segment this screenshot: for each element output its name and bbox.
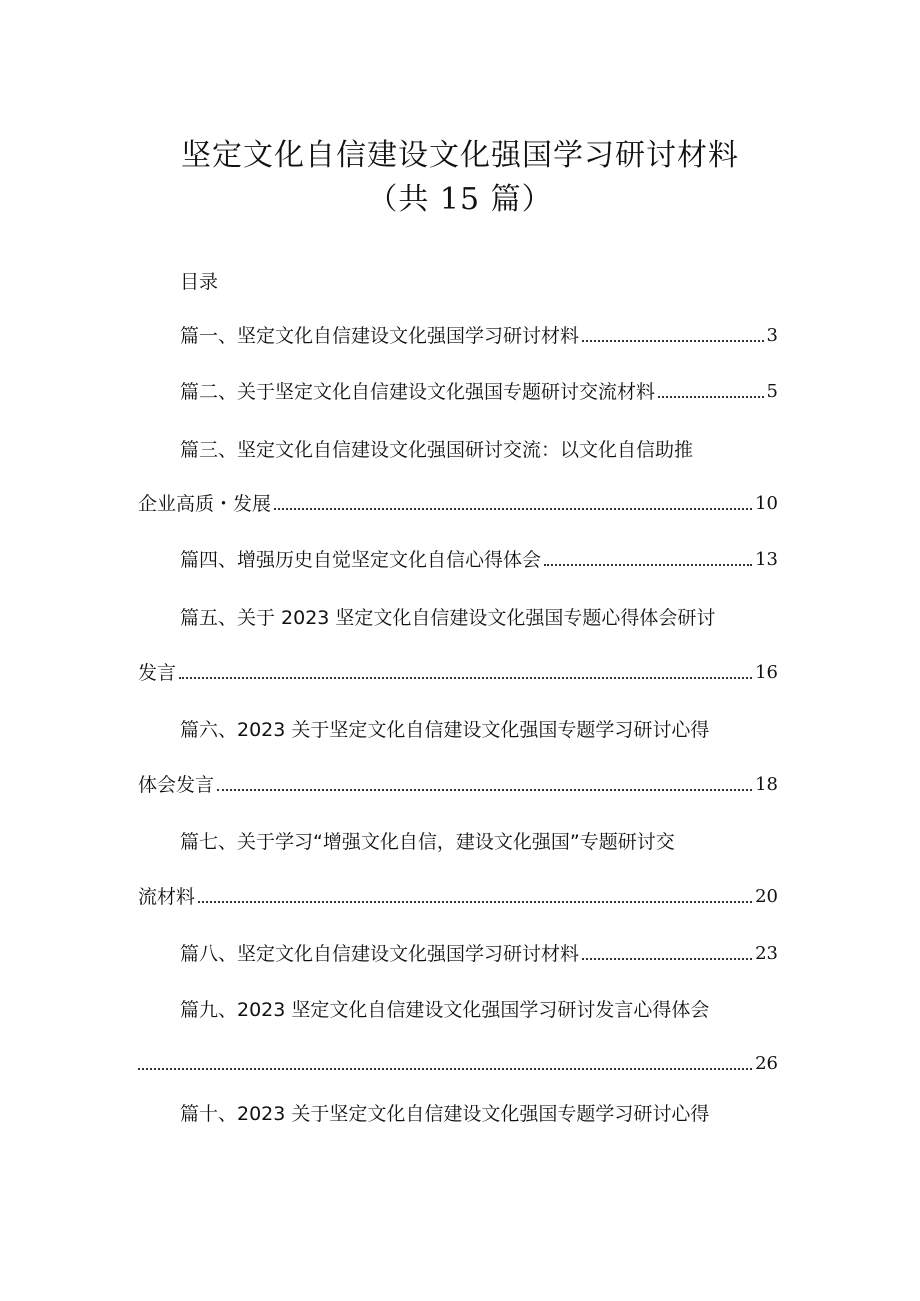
toc-leader-dots [198, 901, 752, 903]
document-title: 坚定文化自信建设文化强国学习研讨材料 [181, 138, 739, 173]
toc-entry-9[interactable] [138, 1050, 778, 1076]
toc-entry-7-line1[interactable]: 篇七、关于学习“增强文化自信，建设文化强国”专题研讨交 [180, 831, 675, 853]
toc-page-number: 20 [755, 886, 778, 907]
toc-entry-2[interactable] [180, 378, 778, 404]
toc-heading: 目录 [180, 271, 219, 293]
toc-entry-10-line1[interactable]: 篇十、2023 关于坚定文化自信建设文化强国专题学习研讨心得 [180, 1103, 710, 1125]
toc-page-number: 5 [766, 381, 778, 402]
toc-entry-5[interactable] [138, 659, 778, 685]
toc-leader-dots [274, 508, 752, 510]
toc-page-number: 26 [755, 1053, 778, 1074]
toc-entry-title-cont: 企业高质・发展 [138, 493, 272, 515]
toc-entry-4[interactable] [180, 546, 778, 572]
toc-leader-dots [582, 340, 764, 342]
toc-entry-title: 篇二、关于坚定文化自信建设文化强国专题研讨交流材料 [180, 381, 656, 403]
toc-page-number: 18 [755, 774, 778, 795]
toc-entry-6-line1[interactable]: 篇六、2023 关于坚定文化自信建设文化强国专题学习研讨心得 [180, 719, 710, 741]
toc-entry-9-line1[interactable]: 篇九、2023 坚定文化自信建设文化强国学习研讨发言心得体会 [180, 999, 710, 1021]
toc-entry-3-line1[interactable]: 篇三、坚定文化自信建设文化强国研讨交流：以文化自信助推 [180, 439, 694, 461]
toc-entry-title-cont: 发言 [138, 662, 177, 684]
toc-leader-dots [582, 958, 752, 960]
toc-page-number: 10 [755, 493, 778, 514]
toc-leader-dots [658, 396, 764, 398]
toc-entry-7[interactable] [138, 883, 778, 909]
toc-leader-dots [138, 1068, 752, 1070]
toc-page-number: 16 [755, 662, 778, 683]
toc-page-number: 23 [755, 943, 778, 964]
toc-entry-title: 篇八、坚定文化自信建设文化强国学习研讨材料 [180, 943, 580, 965]
toc-leader-dots [179, 677, 752, 679]
toc-entry-title: 篇四、增强历史自觉坚定文化自信心得体会 [180, 549, 542, 571]
toc-entry-6[interactable] [138, 771, 778, 797]
toc-entry-3[interactable] [138, 490, 778, 516]
toc-entry-title-cont: 流材料 [138, 886, 196, 908]
toc-page-number: 3 [766, 325, 778, 346]
toc-entry-title-cont: 体会发言 [138, 774, 215, 796]
toc-leader-dots [217, 789, 752, 791]
toc-entry-8[interactable] [180, 940, 778, 966]
toc-leader-dots [544, 564, 752, 566]
document-subtitle: （共 15 篇） [367, 182, 553, 217]
toc-page-number: 13 [755, 549, 778, 570]
toc-entry-1[interactable] [180, 322, 778, 348]
toc-entry-title: 篇一、坚定文化自信建设文化强国学习研讨材料 [180, 325, 580, 347]
toc-entry-5-line1[interactable]: 篇五、关于 2023 坚定文化自信建设文化强国专题心得体会研讨 [180, 607, 716, 629]
